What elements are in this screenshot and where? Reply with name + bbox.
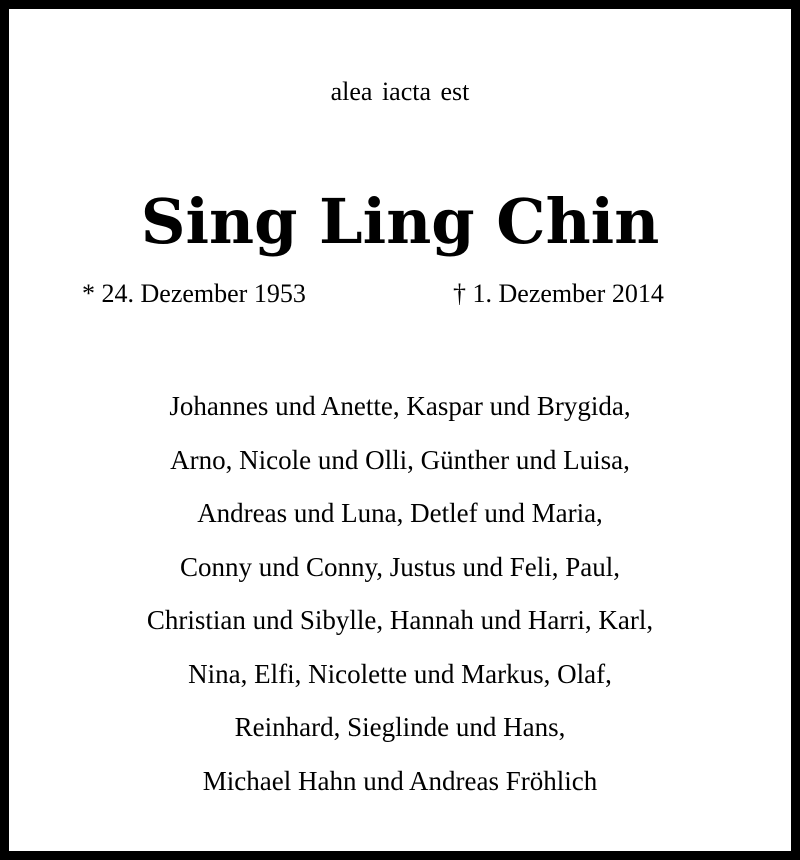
death-date: † 1. Dezember 2014 <box>453 279 664 308</box>
mourners-list <box>0 380 800 808</box>
mourner-line: Michael Hahn und Andreas Fröhlich <box>202 765 598 796</box>
mourner-line: Nina, Elfi, Nicolette und Markus, Olaf, <box>188 658 612 689</box>
motto-text: alea iacta est <box>330 77 470 106</box>
mourner-line: Johannes und Anette, Kaspar und Brygida, <box>169 391 631 421</box>
mourner-line: Andreas und Luna, Detlef und Maria, <box>197 498 603 528</box>
mourner-line: Christian und Sibylle, Hannah und Harri, Karl, <box>146 605 654 635</box>
deceased-name: Sing Ling Chin <box>140 185 660 258</box>
birth-date: * 24. Dezember 1953 <box>82 279 306 308</box>
mourner-line: Conny und Conny, Justus und Feli, Paul, <box>179 551 621 582</box>
mourner-line: Reinhard, Sieglinde und Hans, <box>234 712 566 742</box>
mourner-line: Arno, Nicole und Olli, Günther und Luisa, <box>170 444 630 475</box>
